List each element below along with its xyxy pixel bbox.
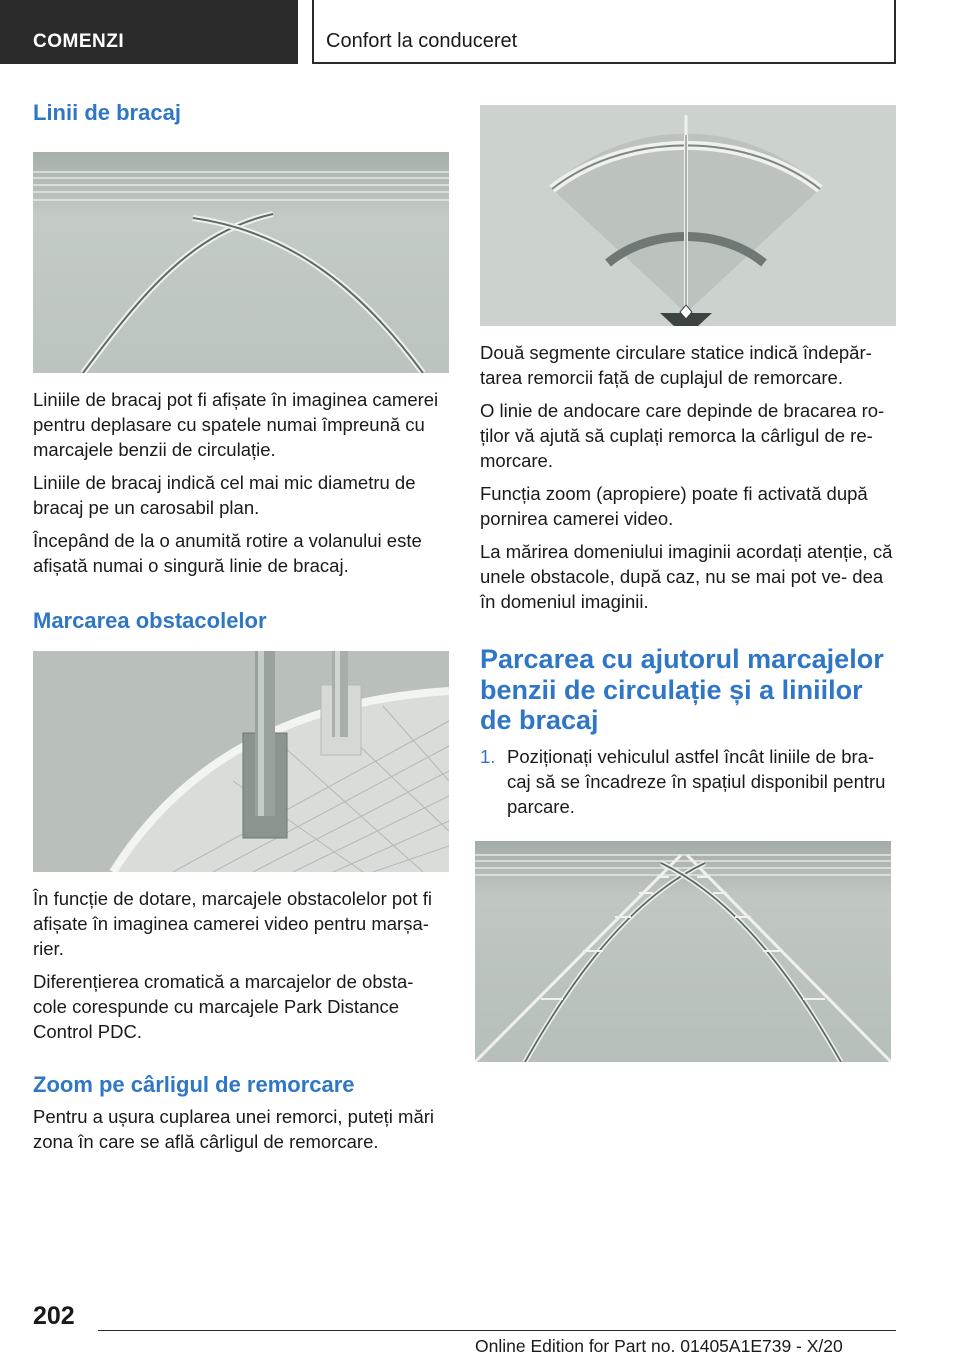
heading-linii-de-bracaj: Linii de bracaj (33, 100, 181, 125)
paragraph: Pentru a ușura cuplarea unei remorci, puteți mări zona în care se află cârligul de remorcare. (33, 1106, 435, 1153)
heading-parcarea: Parcarea cu ajutorul marcajelor benzii de circulație și a liniilor de bracaj (480, 644, 884, 735)
heading-marcarea-obstacolelor: Marcarea obstacolelor (33, 608, 267, 634)
paragraph: În funcție de dotare, marcajele obstacolelor pot fi afișate în imaginea camerei video pentru marșa- rier. (33, 887, 433, 959)
left-column (33, 100, 449, 1162)
paragraph: La mărirea domeniului imaginii acordați atenție, că unele obstacole, după caz, nu se mai pot ve- dea în domeniul imaginii. (480, 541, 893, 612)
heading-zoom-carlig: Zoom pe cârligul de remorcare (33, 1071, 355, 1097)
paragraph: Diferențierea cromatică a marcajelor de obsta- cole corespunde cu marcajele Park Distance Control PDC. (33, 970, 414, 1042)
figure-trailer-hitch-zoom (480, 105, 896, 326)
paragraph: Liniile de bracaj indică cel mai mic diametru de bracaj pe un carosabil plan. (33, 472, 416, 519)
paragraph: O linie de andocare care depinde de bracarea ro- ților vă ajută să cuplați remorca la cârligul de re- morcare. (480, 400, 885, 471)
steps-list (480, 744, 896, 819)
paragraph: Două segmente circulare statice indică îndepăr- tarea remorcii față de cuplajul de remorcare. (480, 342, 872, 388)
step-item (480, 744, 896, 819)
chapter-tab: COMENZI (0, 0, 298, 64)
figure-obstacle-markings (33, 651, 449, 872)
figure-parking-lines (475, 841, 891, 1062)
section-title: Confort la conduceret (312, 0, 896, 64)
step-number: 1. (480, 745, 496, 767)
step-text: Poziționați vehiculul astfel încât liniile de bra- caj să se încadreze în spațiul disponibil pentru parcare. (507, 745, 886, 817)
right-column (480, 105, 896, 1062)
footer-edition: Online Edition for Part no. 01405A1E739 - X/20 (475, 1336, 843, 1356)
paragraph: Funcția zoom (apropiere) poate fi activată după pornirea camerei video. (480, 483, 868, 529)
paragraph: Începând de la o anumită rotire a volanului este afișată numai o singură linie de bracaj. (33, 530, 422, 577)
figure-turning-lines (33, 152, 449, 373)
paragraph: Liniile de bracaj pot fi afișate în imaginea camerei pentru deplasare cu spatele numai împreună cu marcajele benzii de circulație. (33, 389, 439, 461)
footer-divider (98, 1330, 896, 1331)
page-number: 202 (33, 1302, 75, 1330)
